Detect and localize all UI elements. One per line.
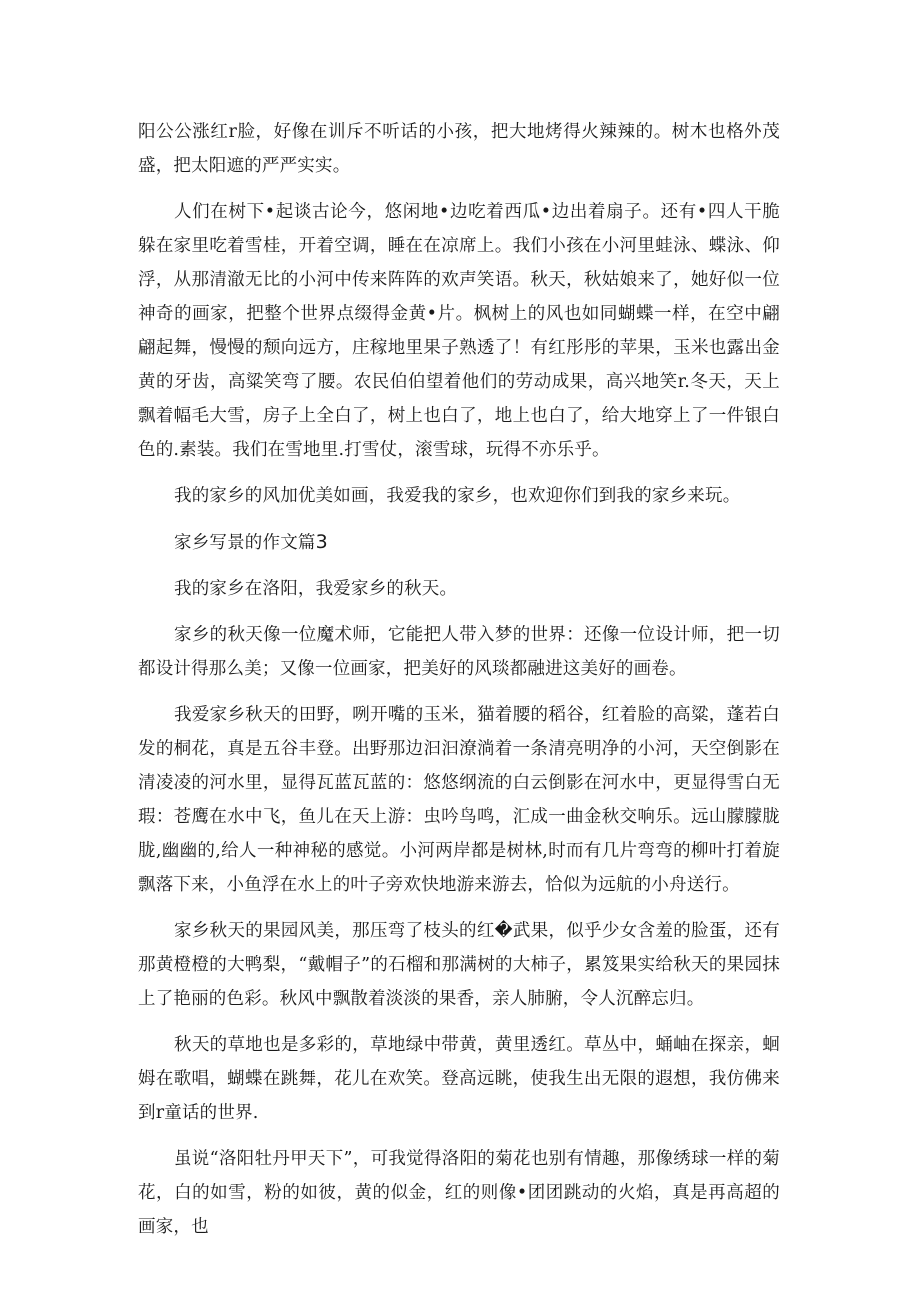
- paragraph: 秋天的草地也是多彩的，草地绿中带黄，黄里透红。草丛中，蛹岫在探亲，蛔姆在歌唱，蝴蝶在跳舞，花儿在欢笑。登高远眺，使我生出无限的遐想，我仿佛来到r童话的世界.: [138, 1035, 780, 1123]
- section-heading: [138, 525, 780, 560]
- paragraph: 我的家乡在洛阳，我爱家乡的秋天。: [174, 579, 458, 599]
- paragraph-continuation: 阳公公涨红r脸，好像在训斥不听话的小孩，把大地烤得火辣辣的。树木也格外茂盛，把太阳遮的严严实实。: [138, 122, 780, 176]
- paragraph: 我爱家乡秋天的田野，咧开嘴的玉米，猫着腰的稻谷，红着脸的高粱，蓬若白发的桐花，真是五谷丰登。出野那边汩汩潦淌着一条清亮明净的小河，天空倒影在清凌凌的河水里，显得瓦蓝瓦蓝的：悠悠纲流的白云倒影在河水中，更显得雪白无瑕：苍鹰在水中飞，鱼儿在天上游：虫吟鸟鸣，汇成一曲金秋交响乐。远山朦朦胧胧,幽幽的,给人一种神秘的感觉。小河两岸都是树林,时而有几片弯弯的柳叶打着旋飘落下来，小鱼浮在水上的叶子旁欢快地游来游去，恰似为远航的小舟送行。: [138, 705, 780, 895]
- essay-body: [138, 115, 780, 1256]
- section-heading-number: 3: [315, 531, 328, 553]
- paragraph: 家乡秋天的果园风美，那压弯了枝头的红�武果，似乎少女含羞的脸蛋，还有那黄橙橙的大鸭梨，“戴帽子”的石榴和那满树的大柿子，累笈果实给秋天的果园抹上了艳丽的色彩。秋风中飘散着淡淡的果香，亲人肺腑，令人沉醉忘归。: [138, 921, 780, 1009]
- section-heading-title: 家乡写景的作文篇: [174, 533, 316, 553]
- paragraph: 人们在树下•起谈古论今，悠闲地•边吃着西瓜•边出着扇子。还有•四人干脆躲在家里吃着雪桂，开着空调，睡在在凉席上。我们小孩在小河里蛙泳、蝶泳、仰浮，从那清澈无比的小河中传来阵阵的欢声笑语。秋天，秋姑娘来了，她好似一位神奇的画家，把整个世界点缀得金黄•片。枫树上的风也如同蝴蝶一样，在空中翩翩起舞，慢慢的颓向远方，庄稼地里果子熟透了！有红彤彤的苹果，玉米也露出金黄的牙齿，高粱笑弯了腰。农民伯伯望着他们的劳动成果，高兴地笑r.冬天，天上飘着幅毛大雪，房子上全白了，树上也白了，地上也白了，给大地穿上了一件银白色的.素装。我们在雪地里.打雪仗，滚雪球，玩得不亦乐乎。: [138, 202, 780, 460]
- paragraph: 我的家乡的风加优美如画，我爱我的家乡，也欢迎你们到我的家乡来玩。: [174, 486, 741, 506]
- paragraph: 虽说“洛阳牡丹甲天下”，可我觉得洛阳的菊花也别有情趣，那像绣球一样的菊花，白的如雪，粉的如彼，黄的似金，红的则像•团团跳动的火焰，真是再高超的画家，也: [138, 1149, 780, 1237]
- paragraph: 家乡的秋天像一位魔术师，它能把人带入梦的世界：还像一位设计师，把一切都设计得那么美；又像一位画家，把美好的风琰都融进这美好的画卷。: [138, 625, 780, 679]
